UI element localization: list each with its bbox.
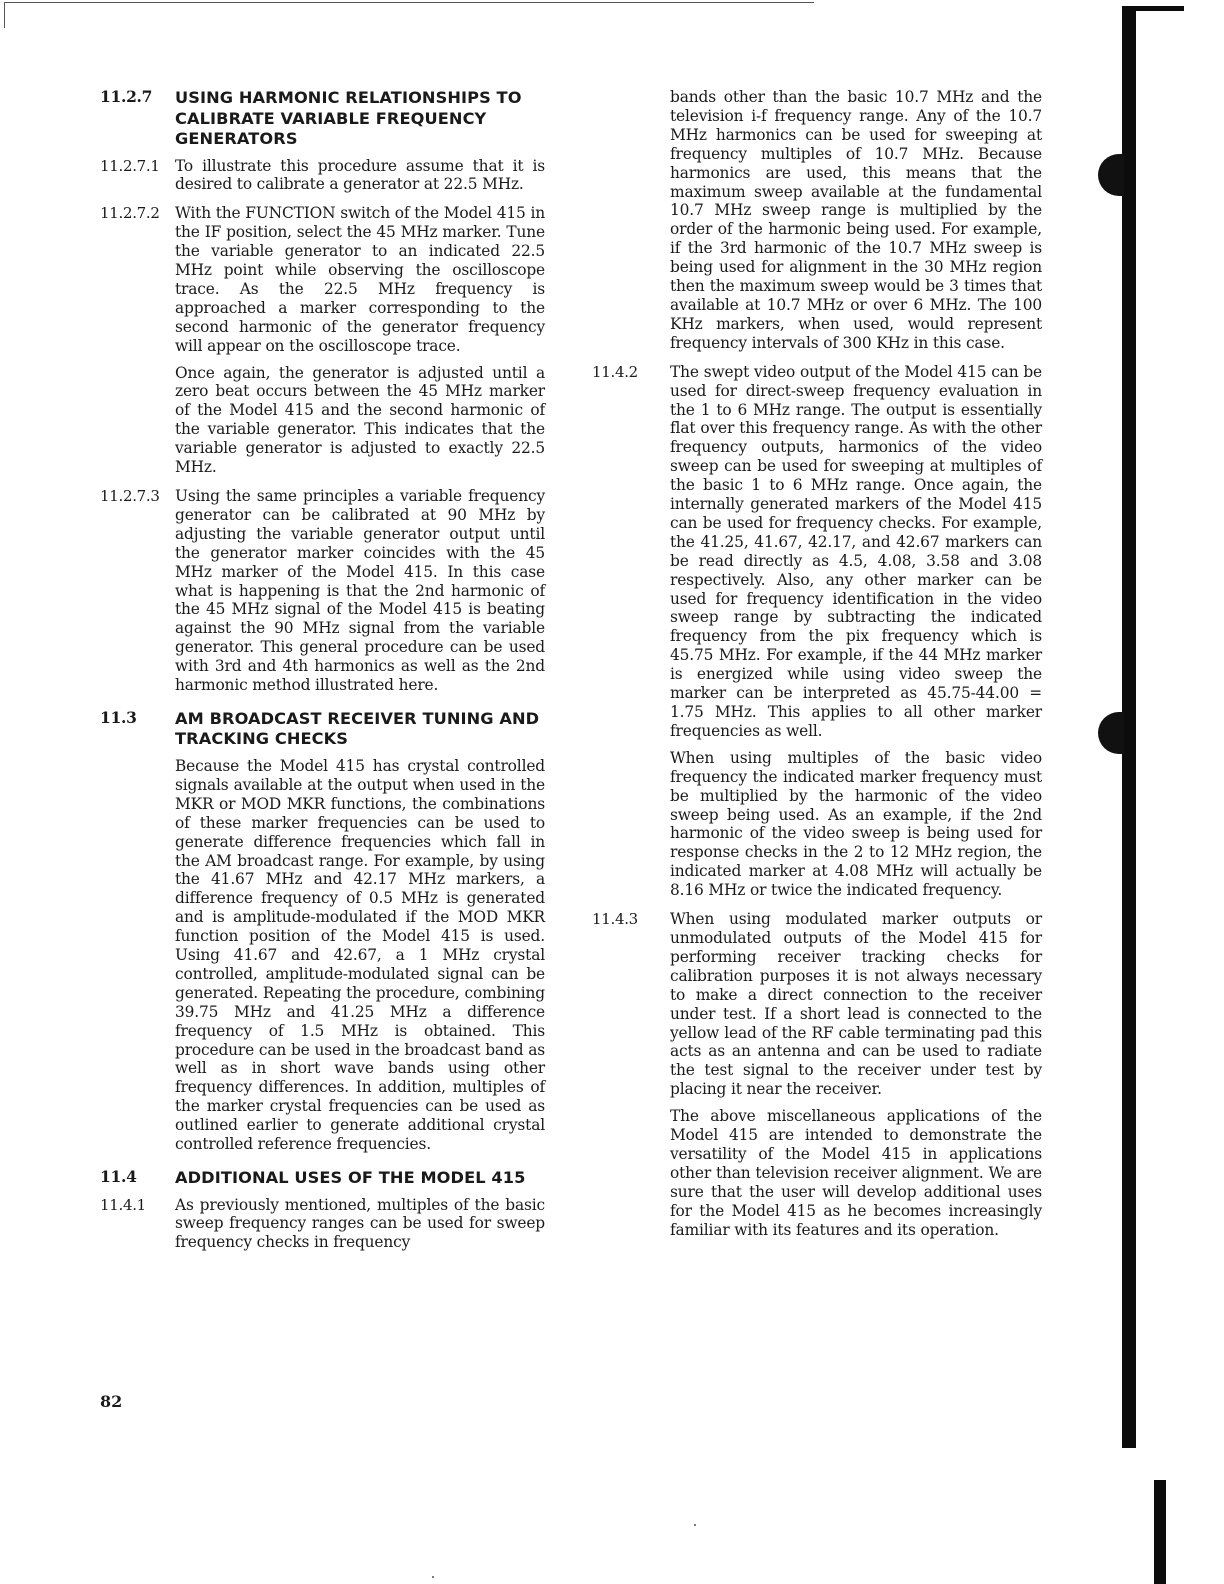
- section-11-3: [100, 709, 545, 750]
- paragraph: As previously mentioned, multiples of the basic sweep frequency ranges can be used for sweep frequency checks in frequency: [175, 1195, 545, 1252]
- scan-border-line: [4, 2, 814, 3]
- section-number: 11.4.1: [100, 1195, 146, 1214]
- section-heading: USING HARMONIC RELATIONSHIPS TO CALIBRATE VARIABLE FREQUENCY GENERATORS: [175, 88, 522, 148]
- paragraph: Using the same principles a variable frequency generator can be calibrated at 90 MHz by adjusting the variable generator output until the generator marker coincides with the 45 MHz marker of the Model 415. In this case what is happening is that the 2nd harmonic of the 45 MHz signal of the Model 415 is beating against the 90 MHz signal from the variable generator. This general procedure can be used with 3rd and 4th harmonics as well as the 2nd harmonic method illustrated here.: [175, 487, 545, 695]
- paragraph: The swept video output of the Model 415 can be used for direct-sweep frequency evaluation in the 1 to 6 MHz range. The output is essentially flat over this frequency range. As with the other frequency outputs, harmonics of the video sweep can be used for sweeping at multiples of the basic 1 to 6 MHz range. Once again, the internally generated markers of the Model 415 can be used for frequency checks. For example, the 41.25, 41.67, 42.17, and 42.67 markers can be read directly as 4.5, 4.08, 3.58 and 3.08 respectively. Also, any other marker can be used for frequency identification in the video sweep range by subtracting the indicated frequency from the pix frequency which is 45.75 MHz. For example, if the 44 MHz marker is energized while using video sweep the marker can be interpreted as 45.75-44.00 = 1.75 MHz. This applies to all other marker frequencies as well.: [670, 362, 1042, 740]
- section-heading: AM BROADCAST RECEIVER TUNING AND TRACKING CHECKS: [175, 708, 540, 749]
- page-number: 82: [100, 1392, 123, 1411]
- section-11-2-7-2: [100, 204, 545, 477]
- section-11-2-7-1: [100, 157, 545, 195]
- section-number: 11.2.7.2: [100, 204, 160, 223]
- paragraph: When using modulated marker outputs or unmodulated outputs of the Model 415 for performing receiver tracking checks for calibration purposes it is not always necessary to make a direct connection to the receiver under test. If a short lead is connected to the yellow lead of the RF cable terminating pad this acts as an antenna and can be used to radiate the test signal to the receiver under test by placing it near the receiver.: [670, 910, 1042, 1099]
- section-11-4-1: [100, 1196, 545, 1253]
- section-11-3-body: [100, 757, 545, 1154]
- section-11-4-2: [592, 363, 1042, 900]
- paragraph: The above miscellaneous applications of the Model 415 are intended to demonstrate the versatility of the Model 415 in applications other than television receiver alignment. We are sure that the user will develop additional uses for the Model 415 as he becomes increasingly familiar with its features and its operation.: [670, 1107, 1042, 1239]
- paragraph: When using multiples of the basic video frequency the indicated marker frequency must be multiplied by the harmonic of the video sweep being used. As an example, if the 2nd harmonic of the video sweep is being used for response checks in the 2 to 12 MHz region, the indicated marker at 4.08 MHz will actually be 8.16 MHz or twice the indicated frequency.: [670, 748, 1042, 900]
- section-11-2-7: [100, 88, 545, 150]
- left-column: [100, 88, 545, 1262]
- section-number: 11.4.2: [592, 362, 638, 381]
- section-number: 11.2.7: [100, 87, 153, 106]
- scan-speck: [694, 1524, 696, 1526]
- section-number: 11.2.7.3: [100, 487, 160, 505]
- binding-edge: [1122, 6, 1136, 1448]
- scan-speck: [432, 1576, 434, 1578]
- section-11-4: [100, 1168, 545, 1189]
- paragraph: To illustrate this procedure assume that it is desired to calibrate a generator at 22.5 MHz.: [175, 156, 545, 194]
- section-number: 11.4.3: [592, 910, 638, 929]
- scan-border-corner: [4, 2, 5, 28]
- section-number: 11.4: [100, 1167, 137, 1186]
- section-11-4-3: [592, 910, 1042, 1239]
- section-number: 11.3: [100, 707, 137, 727]
- paragraph: With the FUNCTION switch of the Model 415 in the IF position, select the 45 MHz marker. Tune the variable generator to an indicated 22.5 MHz point while observing the oscilloscope trace. As the 22.5 MHz frequency is approached a marker corresponding to the second harmonic of the generator frequency will appear on the oscilloscope trace.: [175, 204, 545, 355]
- binding-edge-bottom: [1154, 1480, 1166, 1584]
- section-heading: ADDITIONAL USES OF THE MODEL 415: [175, 1168, 526, 1187]
- punch-hole: [1098, 154, 1124, 196]
- punch-hole: [1098, 712, 1124, 754]
- paragraph: Because the Model 415 has crystal controlled signals available at the output when used in the MKR or MOD MKR functions, the combinations of these marker frequencies can be used to generate difference frequencies which fall in the AM broadcast range. For example, by using the 41.67 MHz and 42.17 MHz markers, a difference frequency of 0.5 MHz is generated and is amplitude-modulated if the MOD MKR function position of the Model 415 is used. Using 41.67 and 42.67, a 1 MHz crystal controlled, amplitude-modulated signal can be generated. Repeating the procedure, combining 39.75 MHz and 41.25 MHz a difference frequency of 1.5 MHz is obtained. This procedure can be used in the broadcast band as well as in short wave bands using other frequency differences. In addition, multiples of the marker crystal frequencies can be used as outlined earlier to generate additional crystal controlled reference frequencies.: [175, 756, 545, 1154]
- section-number: 11.2.7.1: [100, 156, 160, 175]
- paragraph: Once again, the generator is adjusted until a zero beat occurs between the 45 MHz marker of the Model 415 and the second harmonic of the variable generator. This indicates that the variable generator is adjusted to exactly 22.5 MHz.: [175, 363, 545, 477]
- section-11-4-1-continued: [592, 88, 1042, 353]
- paragraph: bands other than the basic 10.7 MHz and the television i-f frequency range. Any of the 10.7 MHz harmonics can be used for sweeping at frequency multiples of 10.7 MHz. Because harmonics are used, this means that the maximum sweep available at the fundamental 10.7 MHz sweep range is multiplied by the order of the harmonic being used. For example, if the 3rd harmonic of the 10.7 MHz sweep is being used for alignment in the 30 MHz region then the maximum sweep would be 3 times that available at 10.7 MHz or over 6 MHz. The 100 KHz markers, when used, would represent frequency intervals of 300 KHz in this case.: [670, 88, 1042, 352]
- right-column: [592, 88, 1042, 1249]
- section-11-2-7-3: [100, 487, 545, 695]
